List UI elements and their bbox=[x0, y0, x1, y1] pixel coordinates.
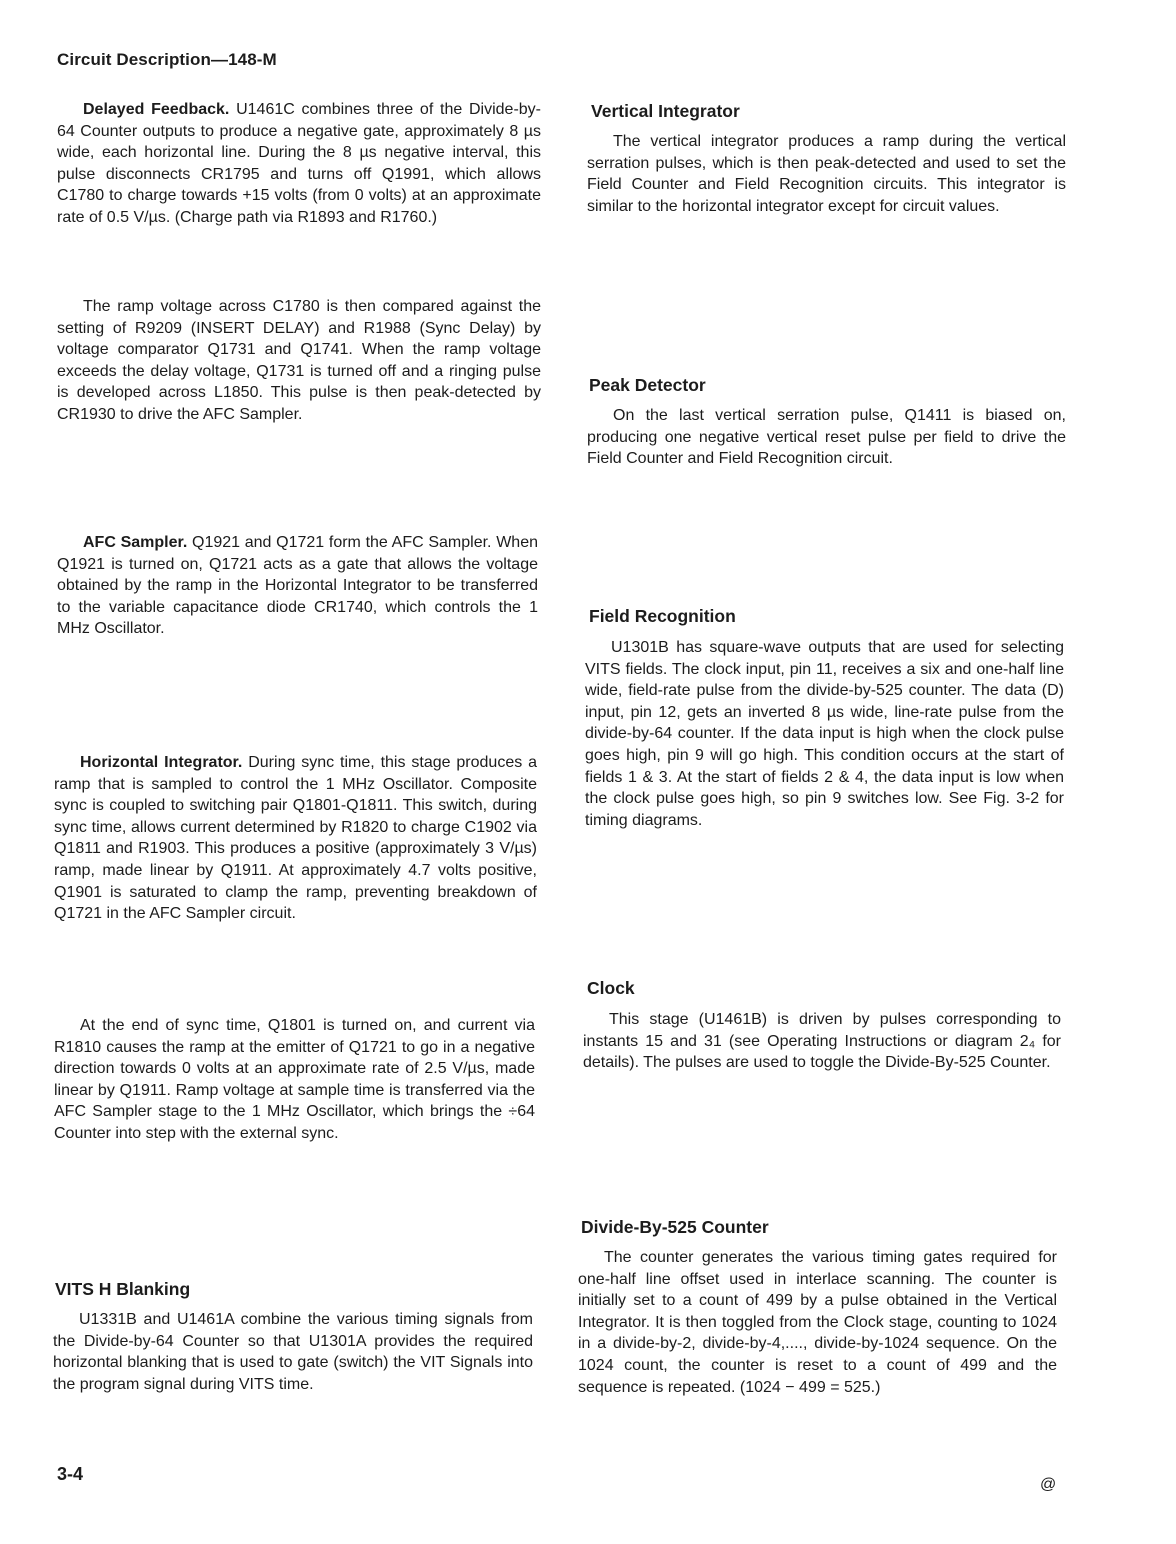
page-header: Circuit Description—148-M bbox=[57, 50, 277, 69]
vertical-integrator-paragraph: The vertical integrator produces a ramp during the vertical serration pulses, which is then peak-detected and used to set the Field Counter and Field Recognition circuits. This integrator is similar to the horizontal integrator except for circuit values. bbox=[587, 133, 1066, 215]
end-of-sync-paragraph: At the end of sync time, Q1801 is turned on, and current via R1810 causes the ramp at the emitter of Q1721 to go in a negative direction towards 0 volts at an approximate rate of 2.5 V/µs, made linear by Q1911. Ramp voltage at sample time is transferred via the AFC Sampler stage to the 1 MHz Oscillator, which brings the ÷64 Counter into step with the external sync. bbox=[54, 1017, 535, 1142]
page-number: 3-4 bbox=[57, 1464, 84, 1484]
delayed-feedback-paragraph bbox=[57, 99, 541, 229]
horizontal-integrator-text: During sync time, this stage produces a ramp that is sampled to control the 1 MHz Oscillator. Composite sync is coupled to switching pair Q1801-Q1811. This switch, during sync time, allows current determined by R1820 to charge C1902 via Q1811 and R1903. This produces a positive (approximately 3 V/µs) ramp, made linear by Q1911. At approximately 4.7 volts positive, Q1901 is saturated to clamp the ramp, preventing breakdown of Q1721 in the AFC Sampler circuit. bbox=[54, 754, 537, 923]
horizontal-integrator-lead: Horizontal Integrator. bbox=[80, 754, 243, 771]
peak-detector-heading: Peak Detector bbox=[589, 375, 706, 395]
divide-by-525-heading: Divide-By-525 Counter bbox=[581, 1217, 769, 1237]
field-recognition-heading: Field Recognition bbox=[589, 606, 736, 626]
horizontal-integrator-paragraph bbox=[54, 752, 537, 925]
vits-h-blanking-paragraph: U1331B and U1461A combine the various timing signals from the Divide-by-64 Counter so that U1301A provides the required horizontal blanking that is used to gate (switch) the VIT Signals into the program signal during VITS time. bbox=[53, 1311, 533, 1393]
vertical-integrator-heading: Vertical Integrator bbox=[591, 101, 740, 121]
vits-h-blanking-heading: VITS H Blanking bbox=[55, 1279, 191, 1299]
delayed-feedback-lead: Delayed Feedback. bbox=[83, 101, 230, 118]
divide-by-525-paragraph: The counter generates the various timing gates required for one-half line offset used in interlace scanning. The counter is initially set to a count of 499 by a pulse obtained in the Vertical Integrator. It is then toggled from the Clock stage, counting to 1024 in a divide-by-2, divide-by-4,...., divide-by-1024 sequence. On the 1024 count, the counter is reset to a count of 499 and the sequence is repeated. (1024 − 499 = 525.) bbox=[578, 1249, 1057, 1396]
peak-detector-paragraph: On the last vertical serration pulse, Q1411 is biased on, producing one negative vertical reset pulse per field to drive the Field Counter and Field Recognition circuit. bbox=[587, 407, 1066, 468]
delayed-feedback-text: U1461C combines three of the Divide-by-64 Counter outputs to produce a negative gate, approximately 8 µs wide, each horizontal line. During the 8 µs negative interval, this pulse disconnects CR1795 and turns off Q1991, which allows C1780 to charge towards +15 volts (from 0 volts) at an approximate rate of 0.5 V/µs. (Charge path via R1893 and R1760.) bbox=[57, 101, 541, 226]
ramp-voltage-paragraph: The ramp voltage across C1780 is then compared against the setting of R9209 (INSERT DELAY) and R1988 (Sync Delay) by voltage comparator Q1731 and Q1741. When the ramp voltage exceeds the delay voltage, Q1731 is turned off and a ringing pulse is developed across L1850. This pulse is then peak-detected by CR1930 to drive the AFC Sampler. bbox=[57, 298, 541, 423]
clock-heading: Clock bbox=[587, 978, 635, 998]
field-recognition-paragraph: U1301B has square-wave outputs that are used for selecting VITS fields. The clock input, pin 11, receives a six and one-half line wide, field-rate pulse from the divide-by-525 counter. The data (D) input, pin 12, gets an inverted 8 µs wide, line-rate pulse from the divide-by-64 counter. If the data input is high when the clock pulse goes high, pin 9 will go high. This condition occurs at the start of fields 1 & 3. At the start of fields 2 & 4, the data input is low when the clock pulse goes high, so pin 9 switches low. See Fig. 3-2 for timing diagrams. bbox=[585, 639, 1064, 829]
afc-sampler-paragraph bbox=[57, 532, 538, 640]
publisher-mark: @ bbox=[1040, 1476, 1057, 1493]
clock-paragraph: This stage (U1461B) is driven by pulses corresponding to instants 15 and 31 (see Operating Instructions or diagram 2₄ for details). The pulses are used to toggle the Divide-By-525 Counter. bbox=[583, 1011, 1061, 1072]
afc-sampler-lead: AFC Sampler. bbox=[83, 534, 188, 551]
afc-sampler-text: Q1921 and Q1721 form the AFC Sampler. When Q1921 is turned on, Q1721 acts as a gate that allows the voltage obtained by the ramp in the Horizontal Integrator to be transferred to the variable capacitance diode CR1740, which controls the 1 MHz Oscillator. bbox=[57, 534, 538, 638]
